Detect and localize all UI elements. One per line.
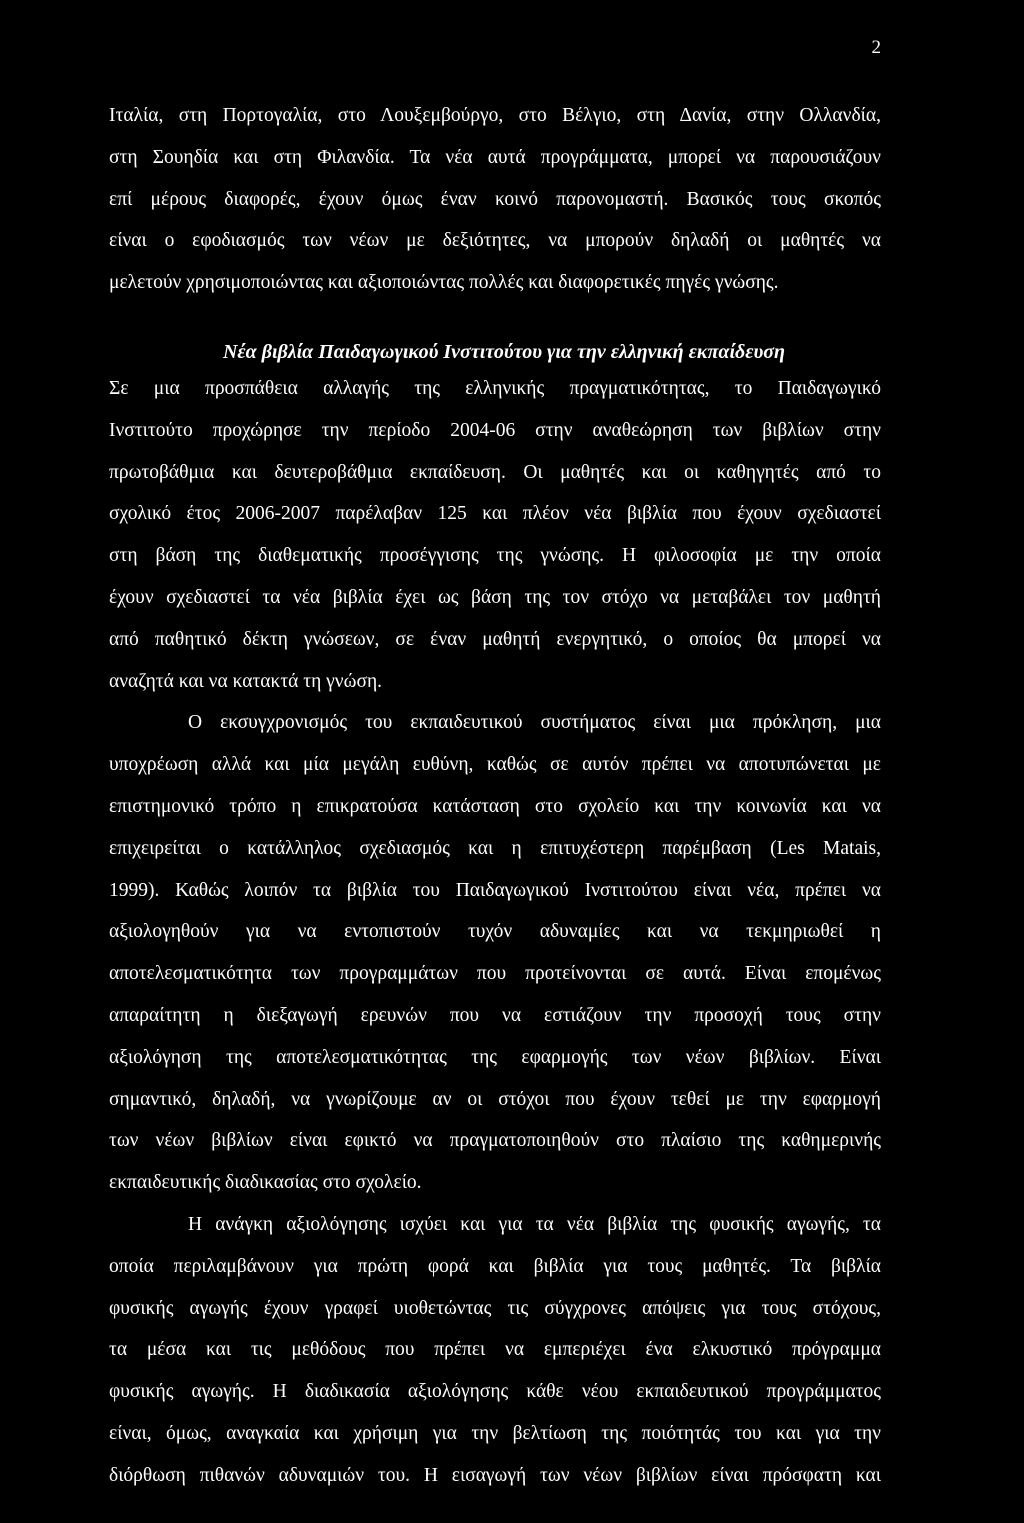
text-line: αξιολογηθούν για να εντοπιστούν τυχόν αδυναμίες και να τεκμηριωθεί η: [109, 921, 881, 943]
text-line: επιχειρείται ο κατάλληλος σχεδιασμός και η επιτυχέστερη παρέμβαση (Les Matais,: [109, 837, 881, 859]
text-line: απαραίτητη η διεξαγωγή ερευνών που να εστιάζουν την προσοχή τους στην: [109, 1004, 881, 1026]
text-line: Σε μια προσπάθεια αλλαγής της ελληνικής πραγματικότητας, το Παιδαγωγικό: [109, 377, 881, 399]
text-line: Ιταλία, στη Πορτογαλία, στο Λουξεμβούργο, στο Βέλγιο, στη Δανία, στην Ολλανδία,: [109, 105, 881, 126]
text-line: Ο εκσυγχρονισμός του εκπαιδευτικού συστήματος είναι μια πρόκληση, μια: [188, 712, 881, 734]
text-line: πρωτοβάθμια και δευτεροβάθμια εκπαίδευση. Οι μαθητές και οι καθηγητές από το: [109, 461, 881, 483]
paragraph-1: [109, 101, 881, 310]
paragraph-3: [109, 708, 881, 1210]
text-line: οποία περιλαμβάνουν για πρώτη φορά και βιβλία για τους μαθητές. Τα βιβλία: [109, 1255, 881, 1277]
text-line: στη Σουηδία και στη Φιλανδία. Τα νέα αυτά προγράμματα, μπορεί να παρουσιάζουν: [109, 146, 881, 168]
text-line: φυσικής αγωγής. Η διαδικασία αξιολόγησης κάθε νέου εκπαιδευτικού προγράμματος: [109, 1381, 881, 1403]
spacer: [109, 310, 881, 330]
text-line: διόρθωση πιθανών αδυναμιών του. Η εισαγωγή των νέων βιβλίων είναι πρόσφατη και: [109, 1464, 881, 1486]
text-line: επί μέρους διαφορές, έχουν όμως έναν κοινό παρονομαστή. Βασικός τους σκοπός: [109, 188, 881, 210]
text-line: από παθητικό δέκτη γνώσεων, σε έναν μαθητή ενεργητικό, ο οποίος θα μπορεί να: [109, 628, 881, 650]
text-line: έχουν σχεδιαστεί τα νέα βιβλία έχει ως βάση της τον στόχο να μεταβάλει τον μαθητή: [109, 586, 881, 608]
text-line: φυσικής αγωγής έχουν γραφεί υιοθετώντας τις σύγχρονες απόψεις για τους στόχους,: [109, 1297, 881, 1319]
text-line: Ινστιτούτο προχώρησε την περίοδο 2004-06 στην αναθεώρηση των βιβλίων στην: [109, 419, 881, 441]
text-line: των νέων βιβλίων είναι εφικτό να πραγματοποιηθούν στο πλαίσιο της καθημερινής: [109, 1130, 881, 1152]
text-line: σημαντικό, δηλαδή, να γνωρίζουμε αν οι στόχοι που έχουν τεθεί με την εφαρμογή: [109, 1088, 881, 1110]
text-line: Η ανάγκη αξιολόγησης ισχύει και για τα νέα βιβλία της φυσικής αγωγής, τα: [188, 1213, 881, 1235]
text-line: αναζητά και να κατακτά τη γνώση.: [109, 670, 383, 692]
text-line: είναι ο εφοδιασμός των νέων με δεξιότητες, να μπορούν δηλαδή οι μαθητές να: [109, 230, 881, 252]
text-line: στη βάση της διαθεματικής προσέγγισης της γνώσης. Η φιλοσοφία με την οποία: [109, 545, 881, 567]
text-line: σχολικό έτος 2006-2007 παρέλαβαν 125 και πλέον νέα βιβλία που έχουν σχεδιαστεί: [109, 503, 881, 525]
text-line: υποχρέωση αλλά και μία μεγάλη ευθύνη, καθώς σε αυτόν πρέπει να αποτυπώνεται με: [109, 754, 881, 776]
text-line: εκπαιδευτικής διαδικασίας στο σχολείο.: [109, 1172, 422, 1194]
text-line: αποτελεσματικότητα των προγραμμάτων που προτείνονται σε αυτά. Είναι επομένως: [109, 963, 881, 985]
text-line: τα μέσα και τις μεθόδους που πρέπει να εμπεριέχει ένα ελκυστικό πρόγραμμα: [109, 1339, 881, 1361]
paragraph-4: [109, 1210, 881, 1503]
text-line: αξιολόγηση της αποτελεσματικότητας της εφαρμογής των νέων βιβλίων. Είναι: [109, 1046, 881, 1068]
text-line: επιστημονικό τρόπο η επικρατούσα κατάσταση στο σχολείο και την κοινωνία και να: [109, 795, 881, 817]
text-line: μελετούν χρησιμοποιώντας και αξιοποιώντας πολλές και διαφορετικές πηγές γνώσης.: [109, 272, 779, 294]
section-heading: Νέα βιβλία Παιδαγωγικού Ινστιτούτου για την ελληνική εκπαίδευση: [222, 340, 785, 363]
body-text: [109, 101, 881, 1503]
text-line: είναι, όμως, αναγκαία και χρήσιμη για την βελτίωση της ποιότητάς του και για την: [109, 1422, 881, 1444]
text-line: 1999). Καθώς λοιπόν τα βιβλία του Παιδαγωγικού Ινστιτούτου είναι νέα, πρέπει να: [109, 879, 881, 901]
paragraph-2: [109, 374, 881, 708]
page-number: 2: [871, 37, 881, 58]
